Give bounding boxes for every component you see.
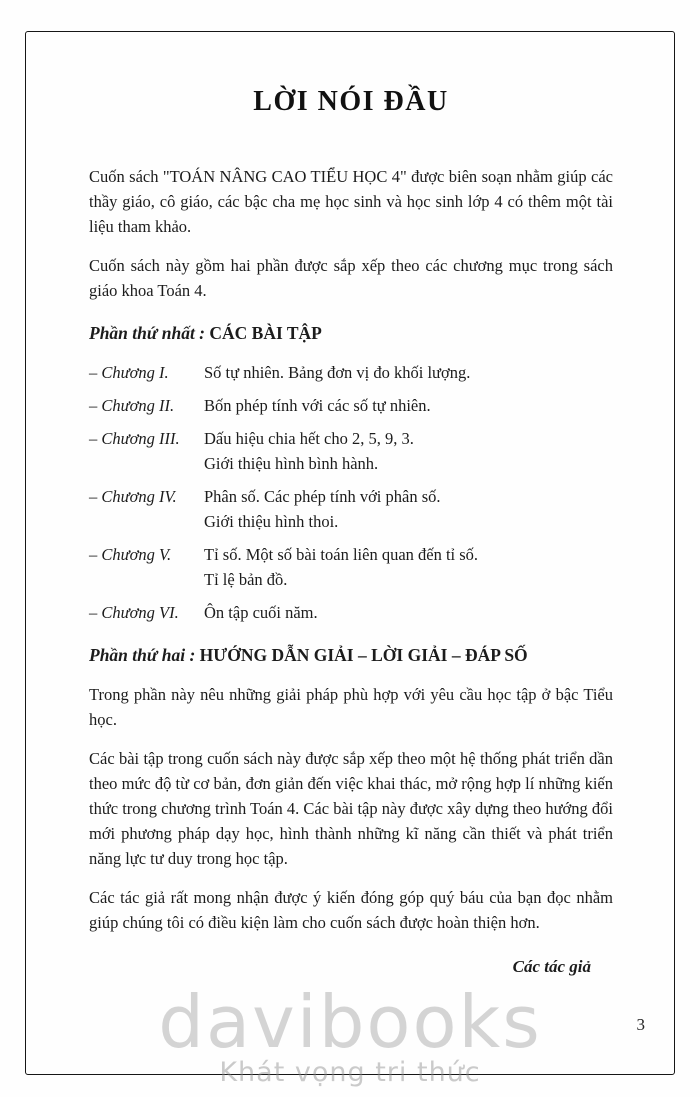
chapter-item bbox=[89, 600, 613, 625]
page-title: LỜI NÓI ĐẦU bbox=[253, 86, 449, 117]
chapter-label: – Chương III. bbox=[89, 429, 180, 448]
chapter-item bbox=[89, 393, 613, 418]
chapter-line: Tỉ số. Một số bài toán liên quan đến tỉ số. bbox=[204, 545, 479, 564]
part1-title: CÁC BÀI TẬP bbox=[209, 323, 322, 343]
part2-paragraph-1: Trong phần này nêu những giải pháp phù hợp với yêu cầu học tập ở bậc Tiểu học. bbox=[89, 685, 613, 729]
chapter-label: – Chương I. bbox=[89, 363, 169, 382]
chapter-label: – Chương IV. bbox=[89, 487, 177, 506]
chapter-item bbox=[89, 484, 613, 534]
authors-signature: Các tác giả bbox=[512, 957, 591, 976]
page-content bbox=[25, 31, 675, 1075]
intro-paragraph-2: Cuốn sách này gồm hai phần được sắp xếp theo các chương mục trong sách giáo khoa Toán 4. bbox=[89, 256, 613, 300]
chapter-description bbox=[204, 542, 613, 592]
part2-title: HƯỚNG DẪN GIẢI – LỜI GIẢI – ĐÁP SỐ bbox=[199, 645, 528, 665]
chapter-list bbox=[89, 360, 613, 625]
chapter-description bbox=[204, 360, 613, 385]
watermark-slogan-text: Khát vọng tri thức bbox=[219, 1057, 481, 1088]
chapter-description bbox=[204, 426, 613, 476]
chapter-item bbox=[89, 360, 613, 385]
part2-heading bbox=[89, 643, 613, 668]
chapter-description bbox=[204, 393, 613, 418]
chapter-line: Ôn tập cuối năm. bbox=[204, 603, 318, 622]
part2-paragraph-2: Các bài tập trong cuốn sách này được sắp xếp theo một hệ thống phát triển dần theo mức độ từ cơ bản, đơn giản đến việc khai thác, mở rộng hợp lí những kiến thức trong chương trình Toán 4. Các bài tập này được xây dựng theo hướng đổi mới phương pháp dạy học, hình thành những kĩ năng cần thiết và phát triển năng lực tư duy trong học tập. bbox=[89, 749, 613, 868]
chapter-label: – Chương V. bbox=[89, 545, 172, 564]
watermark-logo-text: davibooks bbox=[158, 980, 542, 1064]
chapter-item bbox=[89, 542, 613, 592]
chapter-line: Dấu hiệu chia hết cho 2, 5, 9, 3. bbox=[204, 429, 414, 448]
chapter-description bbox=[204, 484, 613, 534]
chapter-line: Phân số. Các phép tính với phân số. bbox=[204, 487, 441, 506]
chapter-label: – Chương II. bbox=[89, 396, 175, 415]
chapter-line: Giới thiệu hình bình hành. bbox=[204, 454, 379, 473]
chapter-item bbox=[89, 426, 613, 476]
part2-paragraph-3: Các tác giả rất mong nhận được ý kiến đóng góp quý báu của bạn đọc nhằm giúp chúng tôi có điều kiện làm cho cuốn sách được hoàn thiện hơn. bbox=[89, 888, 613, 932]
chapter-line: Giới thiệu hình thoi. bbox=[204, 512, 339, 531]
intro-paragraph-1: Cuốn sách "TOÁN NÂNG CAO TIỂU HỌC 4" được biên soạn nhằm giúp các thầy giáo, cô giáo, các bậc cha mẹ học sinh và học sinh lớp 4 có thêm một tài liệu tham khảo. bbox=[89, 167, 613, 236]
chapter-line: Số tự nhiên. Bảng đơn vị đo khối lượng. bbox=[204, 363, 471, 382]
part2-label: Phần thứ hai : bbox=[89, 645, 196, 665]
part1-label: Phần thứ nhất : bbox=[89, 323, 206, 343]
chapter-label: – Chương VI. bbox=[89, 603, 179, 622]
page-number: 3 bbox=[636, 1015, 645, 1034]
chapter-line: Bốn phép tính với các số tự nhiên. bbox=[204, 396, 431, 415]
chapter-description bbox=[204, 600, 613, 625]
chapter-line: Tỉ lệ bản đồ. bbox=[204, 570, 288, 589]
part1-heading bbox=[89, 321, 613, 346]
